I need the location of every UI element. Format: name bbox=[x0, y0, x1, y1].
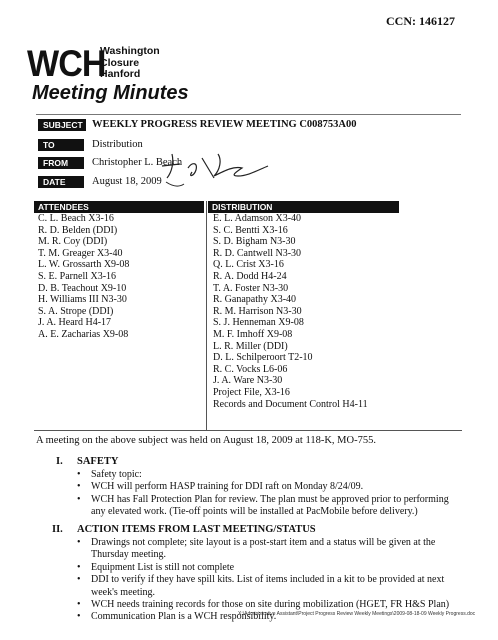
list-item: • Equipment List is still not complete bbox=[77, 561, 235, 573]
column-divider bbox=[206, 201, 207, 430]
meeting-intro: A meeting on the above subject was held on August 18, 2009 at 118-K, MO-755. bbox=[36, 435, 376, 446]
list-item: • Communication Plan is a WCH responsibility. bbox=[77, 611, 277, 623]
date-label: DATE bbox=[38, 176, 84, 188]
distribution-item: S. D. Bigham N3-30 bbox=[213, 236, 296, 248]
distribution-item: R. Ganapathy X3-40 bbox=[213, 294, 297, 306]
distribution-item: M. F. Imhoff X9-08 bbox=[213, 328, 293, 340]
distribution-item: S. J. Henneman X9-08 bbox=[213, 317, 304, 329]
attendees-list bbox=[38, 213, 129, 341]
attendee-item: H. Williams III N3-30 bbox=[38, 294, 127, 306]
distribution-item: R. D. Cantwell N3-30 bbox=[213, 247, 302, 259]
handwritten-signature bbox=[158, 148, 278, 197]
file-path-footer: X:\Administrative Assistant\Project Progress Review Weekly Meetings\2009-08-18-09 Weekly Progress.doc bbox=[238, 611, 476, 617]
distribution-item: Project File, X3-16 bbox=[213, 386, 290, 398]
wch-logo: WCH bbox=[27, 43, 106, 84]
attendee-item: L. W. Grossarth X9-08 bbox=[38, 259, 130, 271]
from-label: FROM bbox=[38, 157, 84, 169]
section-title: SAFETY bbox=[77, 456, 119, 467]
attendee-item: J. A. Heard H4-17 bbox=[38, 317, 112, 329]
to-label: TO bbox=[38, 139, 84, 151]
attendee-item: A. E. Zacharias X9-08 bbox=[38, 328, 129, 340]
attendee-item: D. B. Teachout X9-10 bbox=[38, 282, 127, 294]
distribution-item: R. M. Harrison N3-30 bbox=[213, 305, 302, 317]
distribution-item: L. R. Miller (DDI) bbox=[213, 340, 288, 352]
list-item: • WCH has Fall Protection Plan for review. The plan must be approved prior to performing any elevated work. (Tie-off points will be installed at PacMobile before delivery.) bbox=[77, 493, 449, 518]
distribution-item: E. L. Adamson X3-40 bbox=[213, 213, 302, 224]
company-name bbox=[100, 46, 160, 81]
list-item: • Drawings not complete; site layout is a post-start item and a status will be given at the Thursday meeting. bbox=[77, 537, 436, 561]
company-name-line3: Hanford bbox=[100, 68, 141, 80]
distribution-list bbox=[213, 213, 368, 410]
list-item: • WCH needs training records for those on site during mobilization (HGET, FR H&S Plan) bbox=[77, 599, 450, 611]
attendee-item: M. R. Coy (DDI) bbox=[38, 236, 108, 248]
distribution-item: J. A. Ware N3-30 bbox=[213, 375, 283, 387]
section-title: ACTION ITEMS FROM LAST MEETING/STATUS bbox=[77, 524, 316, 535]
attendee-item: R. D. Belden (DDI) bbox=[38, 224, 118, 236]
safety-list bbox=[77, 469, 461, 519]
attendees-header: ATTENDEES bbox=[34, 201, 204, 213]
distribution-item: D. L. Schilperoort T2-10 bbox=[213, 352, 313, 364]
section-number: I. bbox=[56, 456, 63, 467]
attendee-item: S. A. Strope (DDI) bbox=[38, 305, 114, 317]
distribution-header: DISTRIBUTION bbox=[208, 201, 399, 213]
distribution-item: S. C. Bentti X3-16 bbox=[213, 224, 288, 236]
from-value: Christopher L. Beach bbox=[92, 157, 183, 168]
list-item: • DDI to verify if they have spill kits. List of items included in a kit to be provided at next week's meeting. bbox=[77, 574, 445, 598]
distribution-item: Records and Document Control H4-11 bbox=[213, 398, 368, 410]
attendee-item: S. E. Parnell X3-16 bbox=[38, 270, 117, 282]
distribution-item: R. A. Dodd H4-24 bbox=[213, 270, 287, 282]
subject-label: SUBJECT bbox=[38, 119, 86, 131]
company-name-line1: Washington bbox=[100, 45, 160, 57]
attendee-item: T. M. Greager X3-40 bbox=[38, 247, 123, 259]
attendee-item: C. L. Beach X3-16 bbox=[38, 213, 114, 224]
ccn-number: CCN: 146127 bbox=[386, 14, 455, 28]
section-number: II. bbox=[52, 524, 63, 535]
header-divider bbox=[36, 114, 461, 115]
distribution-item: T. A. Foster N3-30 bbox=[213, 282, 289, 294]
document-type-title: Meeting Minutes bbox=[32, 82, 189, 104]
distribution-item: Q. L. Crist X3-16 bbox=[213, 259, 284, 271]
company-name-line2: Closure bbox=[100, 56, 140, 69]
distribution-item: R. C. Vocks L6-06 bbox=[213, 363, 288, 375]
to-value: Distribution bbox=[92, 139, 143, 150]
subject-value: WEEKLY PROGRESS REVIEW MEETING C008753A00 bbox=[92, 119, 357, 130]
list-item: • WCH will perform HASP training for DDI raft on Monday 8/24/09. bbox=[77, 481, 364, 493]
box-bottom-rule bbox=[34, 430, 462, 431]
date-value: August 18, 2009 bbox=[92, 176, 162, 187]
list-item: • Safety topic: bbox=[77, 469, 142, 480]
